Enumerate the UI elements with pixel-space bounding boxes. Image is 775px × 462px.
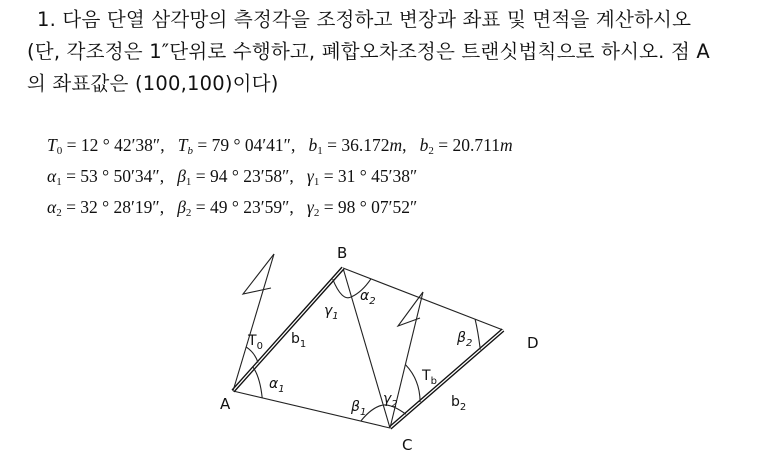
label-gamma1: $\gamma_1$ bbox=[324, 303, 339, 322]
side-a-c bbox=[233, 391, 390, 428]
given-beta2: $\beta_2 = 49$ ° 23′59″ bbox=[177, 197, 290, 219]
point-c-label: C bbox=[402, 436, 413, 454]
problem-text-1: 다음 단열 삼각망의 측정각을 조정하고 변장과 좌표 및 면적을 계산하시오 bbox=[62, 8, 692, 31]
label-b2: $b_2$ bbox=[451, 394, 467, 413]
label-Tb: $T_b$ bbox=[422, 368, 437, 387]
point-b-label: B bbox=[337, 244, 348, 262]
given-alpha2: $\alpha_2 = 32$ ° 28′19″ bbox=[47, 197, 160, 219]
given-T0: $T_0 = 12$ ° 42′38″ bbox=[47, 135, 161, 157]
label-T0: $T_0$ bbox=[248, 333, 263, 352]
given-gamma2: $\gamma_2 = 98$ ° 07′52″ bbox=[306, 197, 418, 219]
label-beta1: $\beta_1$ bbox=[351, 399, 367, 418]
label-b1: $b_1$ bbox=[291, 331, 307, 350]
point-d-label: D bbox=[527, 334, 539, 352]
label-alpha2: $\alpha_2$ bbox=[360, 288, 376, 307]
point-a-label: A bbox=[220, 395, 231, 413]
problem-line-2: (단, 각조정은 1″단위로 수행하고, 폐합오차조정은 트랜싯법칙으로 하시오. 점 A bbox=[27, 40, 710, 63]
arc-alpha1 bbox=[253, 367, 262, 398]
given-gamma1: $\gamma_1 = 31$ ° 45′38″ bbox=[306, 166, 418, 188]
arc-beta2 bbox=[475, 319, 480, 349]
given-b1: $b_1 = 36.172m$ bbox=[308, 135, 403, 157]
problem-number: 1. bbox=[37, 8, 57, 31]
arc-Tb bbox=[406, 365, 420, 402]
given-line-2: $\alpha_1 = 53$ ° 50′34″, $\beta_1 = 94$ ° 23′58″, $\gamma_1 = 31$ ° 45′38″ bbox=[47, 166, 418, 188]
given-b2: $b_2 = 20.711m$ bbox=[419, 135, 513, 157]
problem-line-3: 의 좌표값은 (100,100)이다) bbox=[27, 72, 279, 95]
given-beta1: $\beta_1 = 94$ ° 23′58″ bbox=[177, 166, 290, 188]
north-flag-a bbox=[243, 254, 274, 294]
label-beta2: $\beta_2$ bbox=[457, 330, 473, 349]
given-alpha1: $\alpha_1 = 53$ ° 50′34″ bbox=[47, 166, 160, 188]
label-alpha1: $\alpha_1$ bbox=[269, 376, 285, 395]
label-gamma2: $\gamma_2$ bbox=[383, 391, 398, 410]
given-line-3: $\alpha_2 = 32$ ° 28′19″, $\beta_2 = 49$ ° 23′59″, $\gamma_2 = 98$ ° 07′52″ bbox=[47, 197, 418, 219]
given-Tb: $T_b = 79$ ° 04′41″ bbox=[177, 135, 291, 157]
given-line-1: $T_0 = 12$ ° 42′38″, $T_b = 79$ ° 04′41″, $b_1 = 36.172m$, $b_2 = 20.711m$ bbox=[47, 135, 513, 157]
